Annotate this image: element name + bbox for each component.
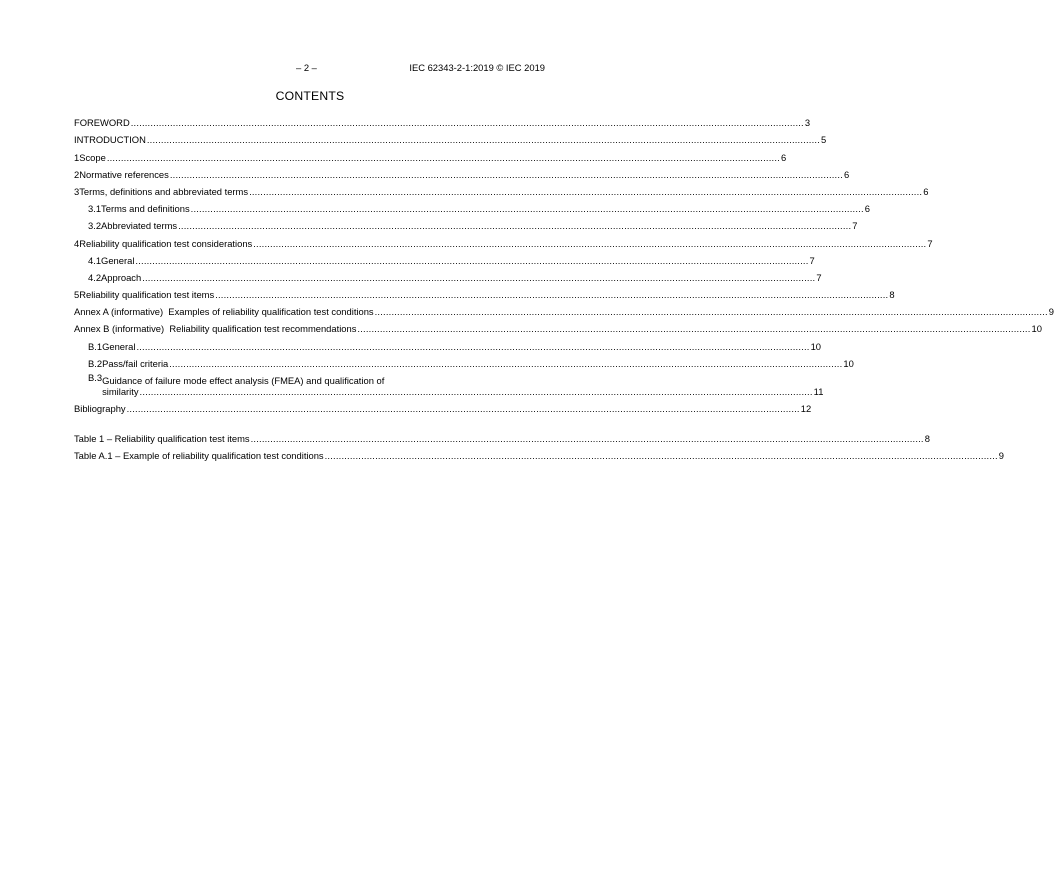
toc-entry-page: 7 — [816, 271, 822, 283]
toc-entry-number: 4 — [74, 237, 80, 249]
table-entry-page: 9 — [998, 450, 1004, 462]
toc-entry-page: 10 — [810, 340, 821, 352]
toc-entry-terms[interactable] — [74, 180, 929, 197]
toc-entry-number: B.3 — [88, 371, 103, 383]
toc-entry-number: 3.2 — [88, 220, 102, 232]
toc-entry-page: 10 — [843, 357, 854, 369]
toc-entry-number: 3.1 — [88, 203, 102, 215]
toc-entry-page: 12 — [800, 403, 812, 414]
toc-entry-number: 4.1 — [88, 254, 102, 266]
toc-entry-label: Reliability qualification test considerations — [79, 237, 253, 249]
toc-entry-page: 6 — [864, 203, 870, 215]
toc-entry-approach[interactable] — [74, 266, 822, 283]
toc-entry-test-items[interactable] — [74, 283, 895, 301]
standard-reference: IEC 62343-2-1:2019 © IEC 2019 — [409, 62, 545, 73]
toc-entry-page: 6 — [923, 185, 929, 197]
toc-entry-label: INTRODUCTION — [74, 134, 146, 146]
toc-entry-number: 2 — [74, 168, 80, 180]
toc-entry-number: 5 — [74, 289, 80, 301]
toc-entry-number: 3 — [74, 185, 80, 197]
page-number: – 2 – — [296, 62, 317, 73]
toc-entry-abbreviated-terms[interactable] — [74, 214, 858, 232]
toc-entry-label: Terms and definitions — [101, 203, 190, 215]
toc-entry-label: Terms, definitions and abbreviated terms — [79, 185, 249, 197]
toc-entry-foreword[interactable] — [74, 111, 811, 129]
toc-entry-considerations[interactable] — [74, 231, 933, 249]
toc-entry-label: Approach — [101, 271, 142, 283]
toc-entry-page: 6 — [843, 168, 850, 180]
toc-entry-introduction[interactable] — [74, 128, 827, 146]
toc-entry-annex-a[interactable] — [74, 300, 1054, 318]
list-of-tables-entry[interactable] — [74, 444, 1004, 462]
toc-entry-number: 4.2 — [88, 271, 102, 283]
toc-entry-page: 9 — [1048, 306, 1054, 318]
toc-entry-page: 10 — [1031, 323, 1042, 335]
toc-entry-label: Annex A (informative) Examples of reliability qualification test conditions — [74, 306, 374, 318]
toc-entry-pass-fail[interactable] — [74, 352, 854, 369]
page-header — [0, 62, 620, 76]
toc-entry-label: Reliability qualification test items — [79, 289, 215, 301]
toc-entry-label: Pass/fail criteria — [102, 357, 169, 369]
toc-entry-label: Annex B (informative) Reliability qualification test recommendations — [74, 323, 357, 335]
table-entry-page: 8 — [924, 433, 930, 445]
toc-entry-page: 8 — [889, 289, 895, 301]
toc-entry-page: 11 — [813, 385, 824, 397]
toc-entry-label: Guidance of failure mode effect analysis (FMEA) and qualification of — [102, 374, 385, 386]
contents-title: CONTENTS — [275, 89, 345, 103]
toc-entry-label: General — [102, 340, 136, 352]
toc-entry-b1-general[interactable] — [74, 334, 821, 352]
toc-entry-label: Normative references — [79, 168, 169, 180]
toc-entry-terms-definitions[interactable] — [74, 197, 870, 215]
toc-entry-page: 3 — [804, 117, 811, 129]
toc-entry-label: General — [101, 254, 135, 266]
toc-entry-label: Scope — [79, 151, 106, 163]
toc-entry-number: B.1 — [88, 340, 103, 352]
table-of-contents — [74, 111, 1054, 462]
toc-entry-normative-references[interactable] — [74, 163, 850, 180]
table-entry-label: Table 1 – Reliability qualification test items — [74, 433, 250, 445]
toc-entry-label: Abbreviated terms — [101, 220, 178, 232]
toc-entry-label: Bibliography — [74, 403, 126, 414]
toc-entry-number: 1 — [74, 151, 80, 163]
toc-entry-annex-b[interactable] — [74, 317, 1042, 335]
toc-entry-page: 7 — [809, 254, 815, 266]
toc-entry-label: FOREWORD — [74, 117, 130, 129]
toc-entry-fmea[interactable] — [74, 369, 824, 397]
toc-entry-number: B.2 — [88, 357, 103, 369]
table-entry-label: Table A.1 – Example of reliability qualification test conditions — [74, 450, 324, 462]
toc-entry-label-continued: similarity — [102, 385, 139, 397]
toc-entry-page: 5 — [821, 134, 827, 146]
toc-entry-page: 7 — [852, 220, 858, 232]
toc-entry-page: 6 — [780, 151, 787, 163]
toc-entry-page: 7 — [927, 237, 933, 249]
toc-entry-general[interactable] — [74, 249, 815, 266]
list-of-tables-entry[interactable] — [74, 427, 930, 445]
toc-entry-bibliography[interactable] — [74, 397, 812, 414]
toc-entry-scope[interactable] — [74, 145, 787, 163]
